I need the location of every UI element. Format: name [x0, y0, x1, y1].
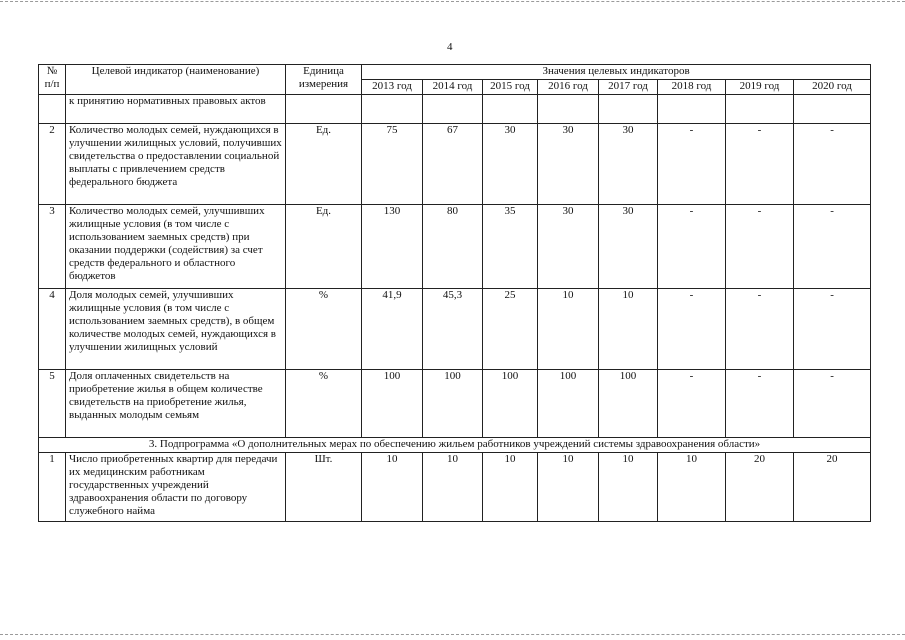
- section-title: 3. Подпрограмма «О дополнительных мерах по обеспечению жильем работников учреждений системы здравоохранения области»: [39, 438, 871, 453]
- row-value: 10: [483, 453, 538, 522]
- row-value: 130: [362, 205, 423, 289]
- row-value: -: [794, 124, 871, 205]
- table-row: [39, 370, 871, 438]
- row-value: -: [658, 124, 726, 205]
- row-value: 100: [538, 370, 599, 438]
- row-indicator: Количество молодых семей, нуждающихся в улучшении жилищных условий, получивших свидетельства о предоставлении социальной выплаты с привлечением средств федерального бюджета: [66, 124, 286, 205]
- row-value: 75: [362, 124, 423, 205]
- row-value: 80: [423, 205, 483, 289]
- header-values: Значения целевых индикаторов: [362, 65, 871, 80]
- row-value: 30: [538, 124, 599, 205]
- header-num: № п/п: [39, 65, 66, 95]
- table-row: [39, 453, 871, 522]
- row-unit: %: [286, 370, 362, 438]
- row-value: 30: [538, 205, 599, 289]
- table-row: [39, 205, 871, 289]
- scan-edge-top: [0, 1, 905, 2]
- table-row: [39, 289, 871, 370]
- row-value: 30: [599, 205, 658, 289]
- row-value: 100: [362, 370, 423, 438]
- row-unit: Шт.: [286, 453, 362, 522]
- header-year: 2020 год: [794, 80, 871, 95]
- row-value: 35: [483, 205, 538, 289]
- row-value: 100: [599, 370, 658, 438]
- row-value: 10: [599, 453, 658, 522]
- row-num: 3: [39, 205, 66, 289]
- section-row: [39, 438, 871, 453]
- row-value: 10: [658, 453, 726, 522]
- row-value: -: [726, 370, 794, 438]
- header-year: 2013 год: [362, 80, 423, 95]
- row-num: 2: [39, 124, 66, 205]
- row-value: 45,3: [423, 289, 483, 370]
- row-num: 4: [39, 289, 66, 370]
- row-value: -: [794, 370, 871, 438]
- row-value: -: [658, 205, 726, 289]
- row-unit: Ед.: [286, 124, 362, 205]
- header-year: 2019 год: [726, 80, 794, 95]
- row-unit: Ед.: [286, 205, 362, 289]
- scan-edge-bottom: [0, 634, 905, 635]
- row-value: 10: [423, 453, 483, 522]
- continuation-text: к принятию нормативных правовых актов: [66, 95, 286, 124]
- row-value: 10: [599, 289, 658, 370]
- indicators-table: [38, 64, 871, 522]
- row-value: 10: [538, 453, 599, 522]
- row-value: -: [794, 289, 871, 370]
- header-year: 2017 год: [599, 80, 658, 95]
- table-row: [39, 124, 871, 205]
- row-value: 67: [423, 124, 483, 205]
- row-unit: %: [286, 289, 362, 370]
- row-value: -: [726, 205, 794, 289]
- header-year: 2016 год: [538, 80, 599, 95]
- row-value: 10: [362, 453, 423, 522]
- row-value: 100: [483, 370, 538, 438]
- row-value: 30: [483, 124, 538, 205]
- row-value: 25: [483, 289, 538, 370]
- header-year: 2014 год: [423, 80, 483, 95]
- row-value: -: [794, 205, 871, 289]
- row-value: -: [726, 289, 794, 370]
- header-year: 2015 год: [483, 80, 538, 95]
- header-unit: Единица измерения: [286, 65, 362, 95]
- row-indicator: Количество молодых семей, улучшивших жилищные условия (в том числе с использованием заемных средств) при оказании поддержки (содействия) за счет средств федерального и областного бюджетов: [66, 205, 286, 289]
- row-num: 1: [39, 453, 66, 522]
- row-indicator: Число приобретенных квартир для передачи их медицинским работникам государственных учреждений здравоохранения области по договору служебного найма: [66, 453, 286, 522]
- row-value: 41,9: [362, 289, 423, 370]
- row-indicator: Доля молодых семей, улучшивших жилищные условия (в том числе с использованием заемных средств), в общем количестве молодых семей, нуждающихся в улучшении жилищных условий: [66, 289, 286, 370]
- row-value: -: [658, 289, 726, 370]
- row-num: 5: [39, 370, 66, 438]
- row-indicator: Доля оплаченных свидетельств на приобретение жилья в общем количестве свидетельств на приобретение жилья, выданных молодым семьям: [66, 370, 286, 438]
- row-value: 20: [726, 453, 794, 522]
- page-number: 4: [447, 41, 453, 53]
- row-value: -: [658, 370, 726, 438]
- table-row: [39, 95, 871, 124]
- header-indicator: Целевой индикатор (наименование): [66, 65, 286, 95]
- header-year: 2018 год: [658, 80, 726, 95]
- row-value: 10: [538, 289, 599, 370]
- row-value: -: [726, 124, 794, 205]
- table-header-row: [39, 65, 871, 80]
- row-value: 100: [423, 370, 483, 438]
- row-value: 30: [599, 124, 658, 205]
- row-value: 20: [794, 453, 871, 522]
